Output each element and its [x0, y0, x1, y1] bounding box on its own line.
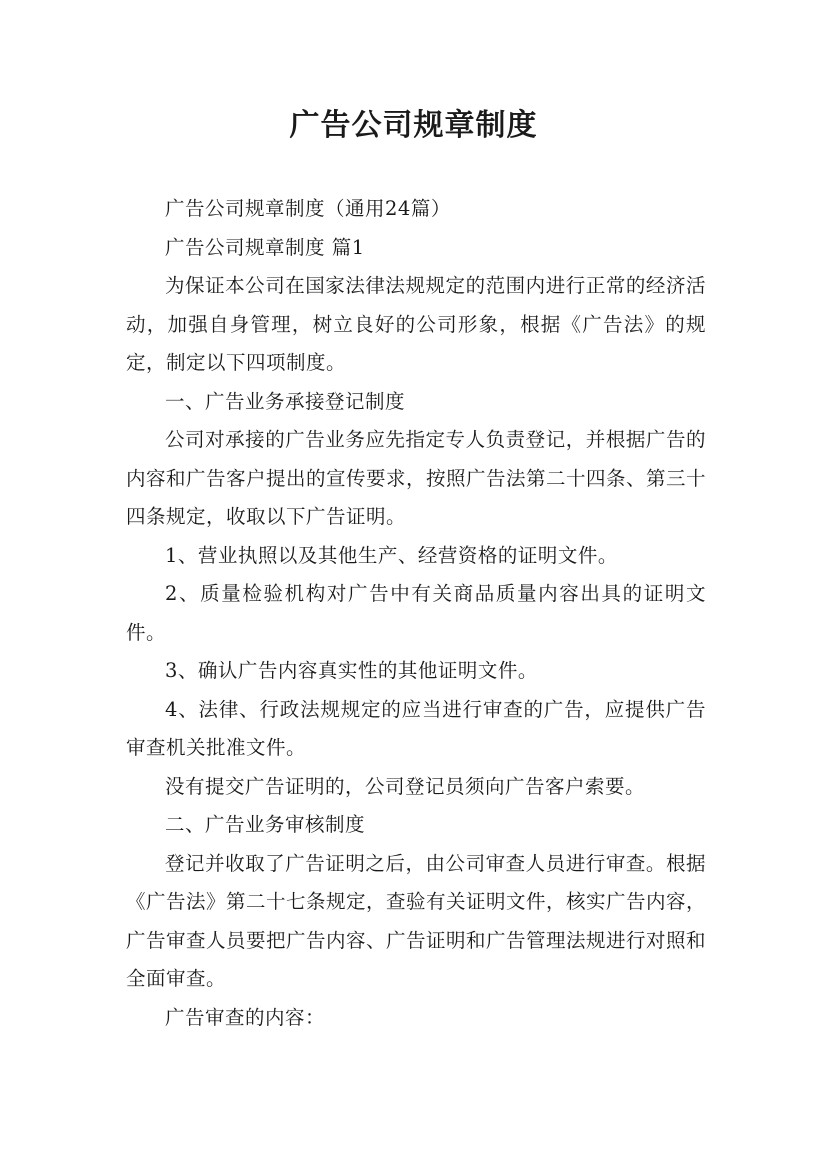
list-item-1: 1、营业执照以及其他生产、经营资格的证明文件。: [165, 543, 618, 567]
document-title: 广告公司规章制度: [289, 108, 538, 143]
paragraph-review: 登记并收取了广告证明之后，由公司审查人员进行审查。根据《广告法》第二十七条规定，查验有关证明文件，核实广告内容，广告审查人员要把广告内容、广告证明和广告管理法规进行对照和全面审查。: [126, 851, 707, 990]
document-body: [126, 190, 706, 1037]
paragraph-article-heading: 广告公司规章制度 篇1: [165, 235, 365, 259]
list-item-3: 3、确认广告内容真实性的其他证明文件。: [165, 659, 538, 682]
list-item-4: 4、法律、行政法规规定的应当进行审查的广告，应提供广告审查机关批准文件。: [126, 697, 706, 759]
paragraph-review-content: 广告审查的内容：: [165, 1005, 326, 1029]
section-heading-review: 二、广告业务审核制度: [165, 813, 366, 836]
paragraph-missing-proof: 没有提交广告证明的，公司登记员须向广告客户索要。: [165, 774, 646, 798]
paragraph-intro: 为保证本公司在国家法律法规规定的范围内进行正常的经济活动，加强自身管理，树立良好的公司形象，根据《广告法》的规定，制定以下四项制度。: [126, 274, 706, 374]
section-heading-registration: 一、广告业务承接登记制度: [165, 389, 406, 413]
list-item-2: 2、质量检验机构对广告中有关商品质量内容出具的证明文件。: [126, 582, 706, 644]
paragraph-registration: 公司对承接的广告业务应先指定专人负责登记，并根据广告的内容和广告客户提出的宣传要求，按照广告法第二十四条、第三十四条规定，收取以下广告证明。: [126, 428, 707, 528]
paragraph-subtitle: 广告公司规章制度（通用24篇）: [165, 197, 451, 220]
